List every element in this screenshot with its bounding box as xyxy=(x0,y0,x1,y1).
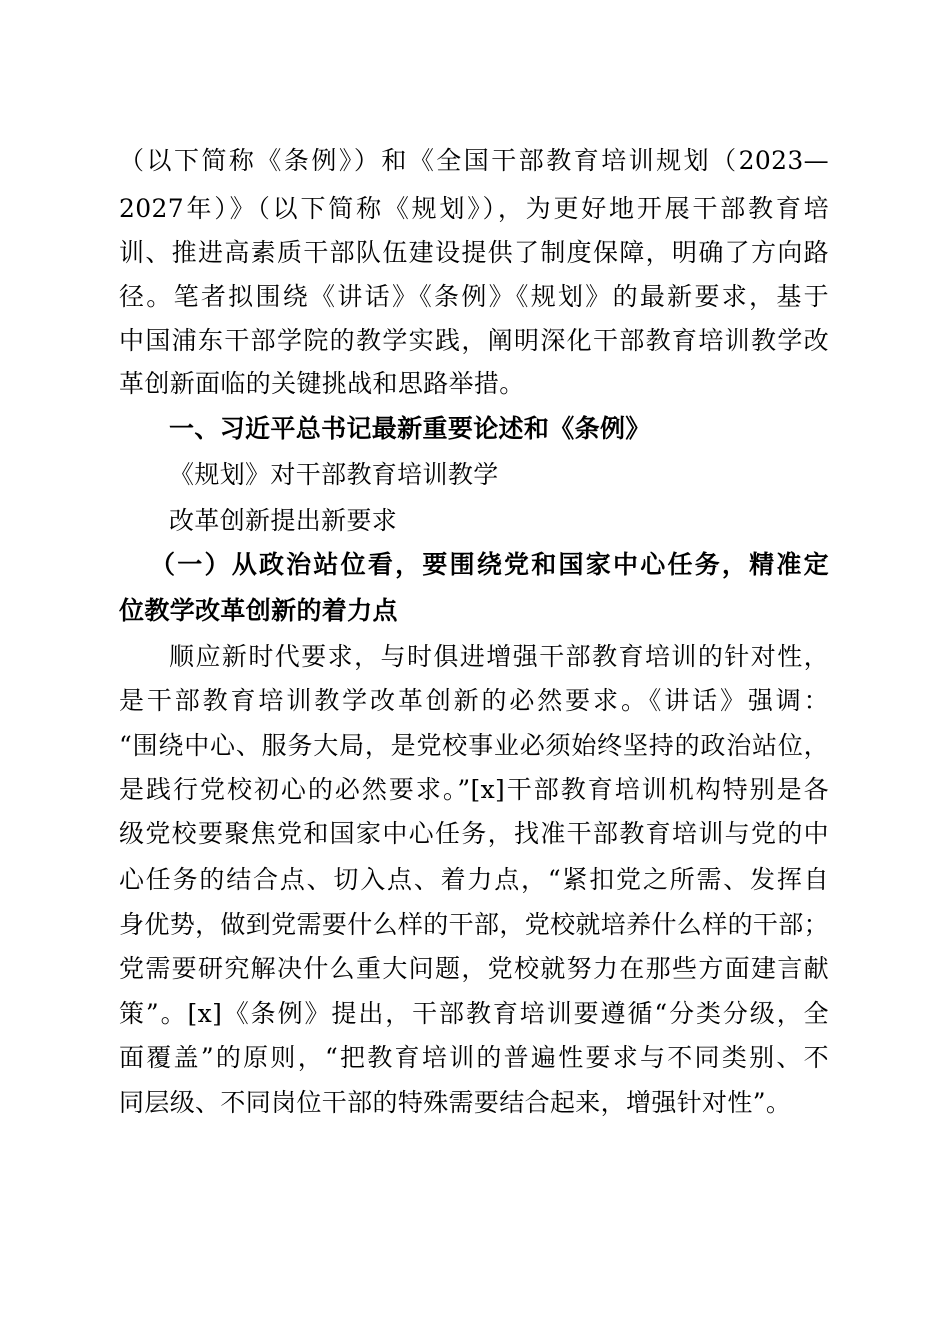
intro-line-6: 革创新面临的关键挑战和思路举措。 xyxy=(119,369,525,398)
section-heading: 一、习近平总书记最新重要论述和《条例》 xyxy=(169,414,651,443)
body-line-9: 策”。[x]《条例》提出，干部教育培训要遵循“分类分级，全 xyxy=(119,999,829,1028)
section-heading-cont-1: 《规划》对干部教育培训教学 xyxy=(169,460,499,489)
subsection-heading-line-1: （一）从政治站位看，要围绕党和国家中心任务，精准定 xyxy=(150,550,829,579)
body-line-5: 级党校要聚焦党和国家中心任务，找准干部教育培训与党的中 xyxy=(119,819,829,848)
intro-line-4: 径。笔者拟围绕《讲话》《条例》《规划》的最新要求，基于 xyxy=(119,282,829,311)
body-line-7: 身优势，做到党需要什么样的干部，党校就培养什么样的干部； xyxy=(119,910,829,939)
body-line-6: 心任务的结合点、切入点、着力点，“紧扣党之所需、发挥自 xyxy=(119,865,829,894)
body-line-4: 是践行党校初心的必然要求。”[x]干部教育培训机构特别是各 xyxy=(119,775,829,804)
intro-line-5: 中国浦东干部学院的教学实践，阐明深化干部教育培训教学改 xyxy=(119,326,829,355)
intro-line-2: 2027年）》（以下简称《规划》），为更好地开展干部教育培 xyxy=(119,194,829,223)
body-line-11: 同层级、不同岗位干部的特殊需要结合起来，增强针对性”。 xyxy=(119,1088,792,1117)
body-line-10: 面覆盖”的原则，“把教育培训的普遍性要求与不同类别、不 xyxy=(119,1043,829,1072)
intro-line-3: 训、推进高素质干部队伍建设提供了制度保障，明确了方向路 xyxy=(119,238,829,267)
subsection-heading-line-2: 位教学改革创新的着力点 xyxy=(119,596,398,625)
body-line-2: 是干部教育培训教学改革创新的必然要求。《讲话》强调： xyxy=(119,686,829,715)
body-line-1: 顺应新时代要求，与时俱进增强干部教育培训的针对性， xyxy=(169,642,829,671)
body-line-3: “围绕中心、服务大局，是党校事业必须始终坚持的政治站位， xyxy=(119,731,829,760)
body-line-8: 党需要研究解决什么重大问题，党校就努力在那些方面建言献 xyxy=(119,954,829,983)
intro-line-1: （以下简称《条例》）和《全国干部教育培训规划（2023— xyxy=(119,146,829,175)
section-heading-cont-2: 改革创新提出新要求 xyxy=(169,506,398,535)
